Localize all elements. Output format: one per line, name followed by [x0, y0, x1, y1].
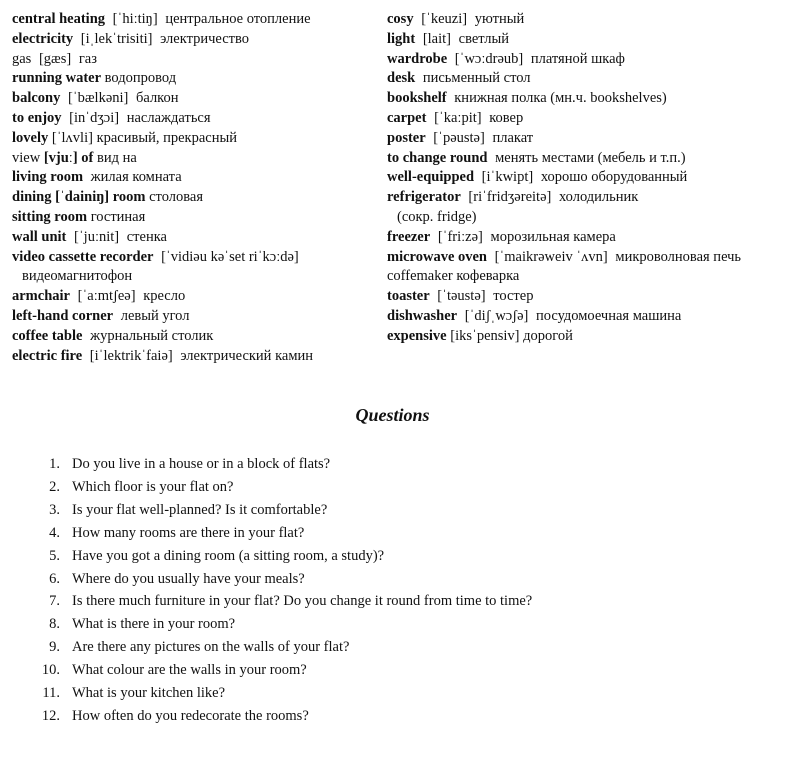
- vocab-word: light: [387, 30, 416, 47]
- vocab-word: armchair: [12, 288, 70, 305]
- vocab-translation: красивый, прекрасный: [96, 129, 237, 146]
- vocab-translation: столовая: [149, 189, 204, 206]
- vocab-transcription: [vjuː] of: [43, 149, 94, 166]
- vocab-entry: [12, 168, 380, 188]
- vocab-entry-continuation: [387, 208, 779, 228]
- vocab-word: freezer: [387, 228, 431, 245]
- vocab-word: coffee table: [12, 327, 83, 344]
- vocab-word: lovely: [12, 129, 49, 146]
- vocab-transcription: [ˈpəustə]: [433, 129, 485, 146]
- vocab-entry: [387, 228, 779, 248]
- vocab-transcription: [ˈdiʃˌwɔʃə]: [464, 307, 529, 324]
- vocab-word: balcony: [12, 90, 61, 107]
- vocab-word: wardrobe: [387, 50, 448, 67]
- vocab-word: to enjoy: [12, 109, 62, 126]
- vocab-translation: плакат: [492, 129, 534, 146]
- vocab-transcription: [lait]: [422, 30, 452, 47]
- question-item: [28, 499, 532, 522]
- question-text: Are there any pictures on the walls of your flat?: [72, 639, 350, 656]
- question-item: [28, 568, 532, 591]
- question-item: [28, 682, 532, 705]
- question-number: 1.: [49, 456, 60, 472]
- vocab-word: dishwasher: [387, 307, 458, 324]
- vocab-transcription: [ˈaːmtʃeə]: [77, 288, 136, 305]
- vocab-translation: центральное отопление: [165, 11, 311, 27]
- question-number: 4.: [49, 524, 60, 541]
- vocab-word: electricity: [12, 30, 74, 47]
- vocab-entry: [12, 347, 380, 367]
- question-text: What colour are the walls in your room?: [72, 662, 307, 679]
- vocab-word: toaster: [387, 288, 430, 305]
- vocab-entry: [12, 50, 380, 70]
- question-text: Where do you usually have your meals?: [72, 570, 305, 587]
- vocab-translation: coffemaker кофеварка: [387, 268, 520, 285]
- vocab-translation: посудомоечная машина: [535, 307, 682, 324]
- question-item: [28, 476, 532, 499]
- vocab-entry: [12, 287, 380, 307]
- question-text: What is your kitchen like?: [72, 685, 226, 702]
- vocab-translation: стенка: [126, 228, 167, 245]
- vocab-entry: [387, 188, 779, 208]
- vocab-transcription: [gæs]: [38, 50, 72, 67]
- vocab-word: carpet: [387, 109, 427, 126]
- vocab-word: microwave oven: [387, 248, 487, 265]
- vocab-transcription: [riˈfridʒəreitə]: [468, 189, 552, 206]
- vocab-translation: тостер: [493, 288, 534, 305]
- vocab-translation: электрический камин: [180, 347, 314, 364]
- vocab-transcription: [ˈwɔːdrəub]: [454, 50, 524, 67]
- question-text: Is there much furniture in your flat? Do you change it round from time to time?: [72, 593, 533, 610]
- question-text: What is there in your room?: [72, 616, 236, 633]
- vocab-translation: вид на: [96, 149, 137, 166]
- vocab-translation: платяной шкаф: [530, 50, 625, 67]
- question-number: 11.: [42, 685, 60, 702]
- vocab-entry: [387, 287, 779, 307]
- vocab-word: sitting room: [12, 208, 88, 225]
- question-text: Do you live in a house or in a block of flats?: [72, 456, 331, 472]
- vocab-entry: [12, 129, 380, 149]
- vocab-entry-continuation: [12, 267, 380, 287]
- question-text: Which floor is your flat on?: [72, 478, 234, 495]
- vocab-entry: [387, 168, 779, 188]
- vocab-transcription: [ˈtəustə]: [437, 288, 486, 305]
- vocab-entry: [387, 10, 779, 30]
- question-item: [28, 453, 532, 476]
- vocab-entry: [12, 188, 380, 208]
- vocab-word: video cassette recorder: [12, 248, 154, 265]
- questions-list: [28, 453, 532, 728]
- vocab-transcription: [iˈlektrikˈfaiə]: [89, 347, 173, 364]
- vocab-translation: электричество: [160, 30, 249, 47]
- vocab-translation: менять местами (мебель и т.п.): [495, 149, 686, 166]
- vocab-entry: [387, 267, 779, 287]
- vocab-transcription: [ˈlʌvli]: [51, 129, 93, 146]
- vocab-translation: кресло: [143, 288, 186, 305]
- vocab-entry: [387, 30, 779, 50]
- vocab-entry: [387, 129, 779, 149]
- vocab-word: central heating: [12, 11, 106, 27]
- vocab-entry: [387, 248, 779, 268]
- vocab-translation: левый угол: [120, 307, 190, 324]
- questions-heading: Questions: [355, 405, 430, 425]
- vocab-word: to change round: [387, 149, 488, 166]
- vocab-entry: [12, 228, 380, 248]
- vocab-entry: [387, 89, 779, 109]
- vocab-word: desk: [387, 70, 416, 87]
- question-text: How often do you redecorate the rooms?: [72, 707, 309, 724]
- vocab-entry: [12, 10, 380, 30]
- vocab-entry: [387, 50, 779, 70]
- question-item: [28, 522, 532, 545]
- vocab-translation: гостиная: [90, 208, 146, 225]
- question-number: 12.: [41, 707, 60, 724]
- vocab-transcription: [iˈkwipt]: [481, 169, 534, 186]
- question-number: 10.: [41, 662, 60, 679]
- vocab-transcription: [iˌlekˈtrisiti]: [80, 30, 153, 47]
- vocab-entry: [12, 69, 380, 89]
- vocab-word: gas: [12, 50, 32, 67]
- vocab-word: well-equipped: [387, 169, 475, 186]
- question-number: 7.: [49, 593, 60, 610]
- vocab-entry: [387, 327, 779, 347]
- vocab-transcription: [iksˈpensiv]: [450, 327, 520, 344]
- vocab-entry: [12, 30, 380, 50]
- vocab-word: refrigerator: [387, 189, 461, 206]
- vocab-word: poster: [387, 129, 426, 146]
- vocab-translation: журнальный столик: [90, 327, 214, 344]
- vocab-word: view: [12, 149, 41, 166]
- vocab-transcription: [ˈmaikrəweiv ˈʌvn]: [494, 248, 608, 265]
- vocab-translation: водопровод: [104, 70, 177, 87]
- vocab-word: wall unit: [12, 228, 67, 245]
- vocab-entry: [12, 109, 380, 129]
- vocab-translation: дорогой: [523, 327, 573, 344]
- vocab-entry: [387, 109, 779, 129]
- vocab-entry: [12, 208, 380, 228]
- vocab-entry: [387, 307, 779, 327]
- vocab-entry: [12, 89, 380, 109]
- question-number: 6.: [49, 570, 60, 587]
- vocab-transcription: [ˈkaːpit]: [434, 109, 482, 126]
- question-item: [28, 705, 532, 728]
- question-number: 5.: [49, 547, 60, 564]
- question-item: [28, 659, 532, 682]
- vocab-translation: холодильник: [558, 189, 639, 206]
- vocab-transcription: [ˈkeuzi]: [421, 11, 468, 27]
- question-text: Is your flat well-planned? Is it comfortable?: [72, 501, 328, 518]
- vocab-word: bookshelf: [387, 90, 447, 107]
- vocab-entry: [12, 149, 380, 169]
- vocab-translation: хорошо оборудованный: [540, 169, 688, 186]
- vocab-translation: ковер: [489, 109, 524, 126]
- vocab-translation: наслаждаться: [126, 109, 211, 126]
- vocabulary-left-column: [12, 10, 380, 366]
- question-item: [28, 590, 532, 613]
- vocab-entry: [12, 248, 380, 268]
- question-item: [28, 636, 532, 659]
- vocab-word: running water: [12, 70, 102, 87]
- vocabulary-right-column: [387, 10, 779, 347]
- question-number: 8.: [49, 616, 60, 633]
- vocab-word: expensive: [387, 327, 447, 344]
- vocab-transcription: [ˈvidiəu kəˈset riˈkɔːdə]: [161, 248, 299, 265]
- vocab-transcription: [ˈbælkəni]: [67, 90, 129, 107]
- vocab-word: electric fire: [12, 347, 83, 364]
- vocab-translation: уютный: [474, 11, 525, 27]
- vocab-entry: [387, 149, 779, 169]
- vocab-word: left-hand corner: [12, 307, 114, 324]
- vocab-translation: жилая комната: [90, 169, 182, 186]
- question-item: [28, 545, 532, 568]
- vocab-translation: видеомагнитофон: [22, 268, 133, 285]
- vocab-translation: газ: [78, 50, 97, 67]
- question-number: 2.: [49, 478, 60, 495]
- vocab-transcription: [ˈdainiŋ] room: [55, 189, 146, 206]
- vocab-translation: балкон: [136, 90, 179, 107]
- vocab-transcription: [inˈdʒɔi]: [69, 109, 120, 126]
- vocab-entry: [387, 69, 779, 89]
- vocab-translation: морозильная камера: [490, 228, 616, 245]
- vocab-word: cosy: [387, 11, 414, 27]
- vocab-word: living room: [12, 169, 84, 186]
- vocab-transcription: [ˈhiːtiŋ]: [112, 11, 158, 27]
- question-text: Have you got a dining room (a sitting room, a study)?: [72, 547, 385, 564]
- question-item: [28, 613, 532, 636]
- vocab-translation: книжная полка (мн.ч. bookshelves): [454, 90, 667, 107]
- vocab-translation: (сокр. fridge): [397, 208, 477, 225]
- question-number: 3.: [49, 501, 60, 518]
- question-text: How many rooms are there in your flat?: [72, 524, 305, 541]
- question-number: 9.: [49, 639, 60, 656]
- vocab-transcription: [ˈjuːnit]: [74, 228, 120, 245]
- vocab-word: dining: [12, 189, 52, 206]
- vocab-translation: светлый: [458, 30, 509, 47]
- vocab-translation: письменный стол: [422, 70, 531, 87]
- vocab-transcription: [ˈfriːzə]: [437, 228, 483, 245]
- vocab-entry: [12, 307, 380, 327]
- vocab-entry: [12, 327, 380, 347]
- vocab-translation: микроволновая печь: [615, 248, 742, 265]
